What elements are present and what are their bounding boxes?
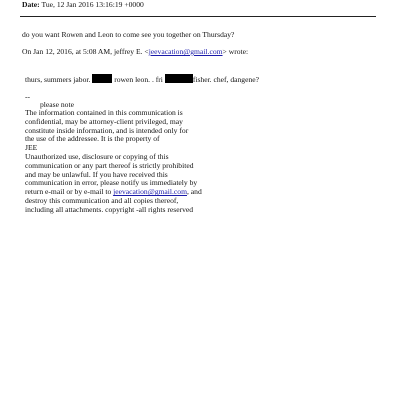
- redaction-block: [165, 74, 193, 83]
- disclaimer-email-prefix: return e-mail or by e-mail to: [25, 187, 114, 197]
- disclaimer-line: The information contained in this communication is: [25, 108, 183, 117]
- quote-intro-prefix: On Jan 12, 2016, at 5:08 AM, jeffrey E. <: [22, 47, 149, 56]
- confidentiality-disclaimer: [25, 109, 202, 215]
- date-label: Date:: [22, 0, 40, 9]
- signature-dashes: --: [25, 92, 31, 101]
- disclaimer-line: the use of the addressee. It is the property of: [25, 134, 160, 144]
- reply-question: do you want Rowen and Leon to come see you together on Thursday?: [22, 30, 235, 39]
- quote-intro-email-link[interactable]: jeevacation@gmail.com: [148, 47, 223, 56]
- quoted-part-2: rowen leon. . fri: [112, 75, 163, 84]
- disclaimer-email-link[interactable]: jeevacation@gmail.com: [113, 187, 187, 197]
- quoted-part-3: fisher. chef, dangene?: [192, 75, 260, 84]
- quote-intro-suffix: > wrote:: [222, 47, 249, 56]
- redaction-block: [92, 74, 112, 83]
- quoted-message: [25, 74, 259, 84]
- disclaimer-line: JEE: [25, 143, 38, 153]
- quote-intro: [22, 47, 248, 56]
- disclaimer-line: communication or any part thereof is strictly prohibited: [25, 160, 194, 170]
- disclaimer-line: including all attachments. copyright -all rights reserved: [25, 204, 194, 214]
- header-divider: [20, 16, 376, 17]
- quoted-part-1: thurs, summers jabor.: [25, 75, 91, 84]
- date-value: Tue, 12 Jan 2016 13:16:19 +0000: [41, 0, 144, 9]
- disclaimer-line: and may be unlawful. If you have received this: [25, 169, 168, 179]
- disclaimer-line: destroy this communication and all copies thereof,: [25, 195, 179, 205]
- disclaimer-email-suffix: , and: [186, 187, 202, 197]
- disclaimer-line: constitute inside information, and is intended only for: [25, 125, 189, 135]
- date-header: [22, 0, 144, 9]
- disclaimer-line: confidential, may be attorney-client privileged, may: [25, 116, 183, 126]
- please-note: please note: [40, 100, 74, 109]
- disclaimer-line: Unauthorized use, disclosure or copying of this: [25, 151, 169, 161]
- disclaimer-line: communication in error, please notify us immediately by: [25, 178, 198, 188]
